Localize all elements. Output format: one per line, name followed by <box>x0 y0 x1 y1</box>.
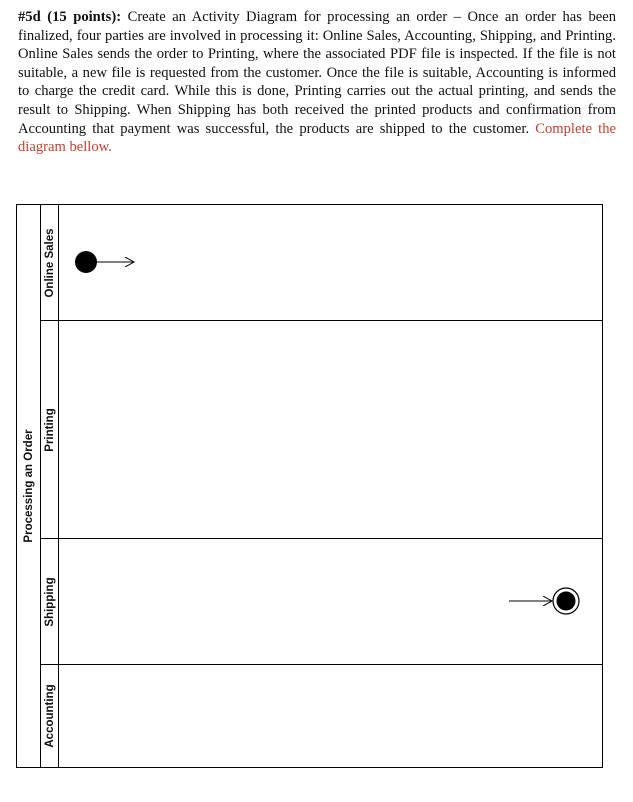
lane-label-cell <box>41 539 59 664</box>
lane-label-printing: Printing <box>43 407 56 452</box>
pool-title: Processing an Order <box>22 429 35 543</box>
lane-label-online-sales: Online Sales <box>43 227 56 298</box>
question-body: Create an Activity Diagram for processing an order – Once an order has been finalized, four parties are involved in processing it: Online Sales, Accounting, Shipping, and Printing. Online Sales sends the order to Printing, where the associated PDF file is inspected. If the file is not suitable, a new file is requested from the customer. Once the file is suitable, Accounting is informed to charge the credit card. While this is done, Printing carries out the actual printing, and sends the result to Shipping. When Shipping has both received the printed products and confirmation from Accounting that payment was successful, the products are shipped to the customer. <box>18 9 616 137</box>
swimlane-diagram <box>16 204 603 768</box>
lane-label-shipping: Shipping <box>43 576 56 627</box>
lane-printing <box>41 321 603 539</box>
question-instruction: Complete the diagram bellow. <box>18 120 616 156</box>
lane-label-accounting: Accounting <box>43 684 56 748</box>
lane-online-sales <box>41 205 603 321</box>
question-heading: #5d (15 points): <box>18 9 122 25</box>
lane-shipping <box>41 539 603 665</box>
lane-label-cell <box>41 321 59 538</box>
pool-label-column <box>17 205 41 767</box>
lane-accounting <box>41 665 603 767</box>
lane-label-cell <box>41 205 59 320</box>
question-text <box>18 8 616 157</box>
lane-label-cell <box>41 665 59 767</box>
